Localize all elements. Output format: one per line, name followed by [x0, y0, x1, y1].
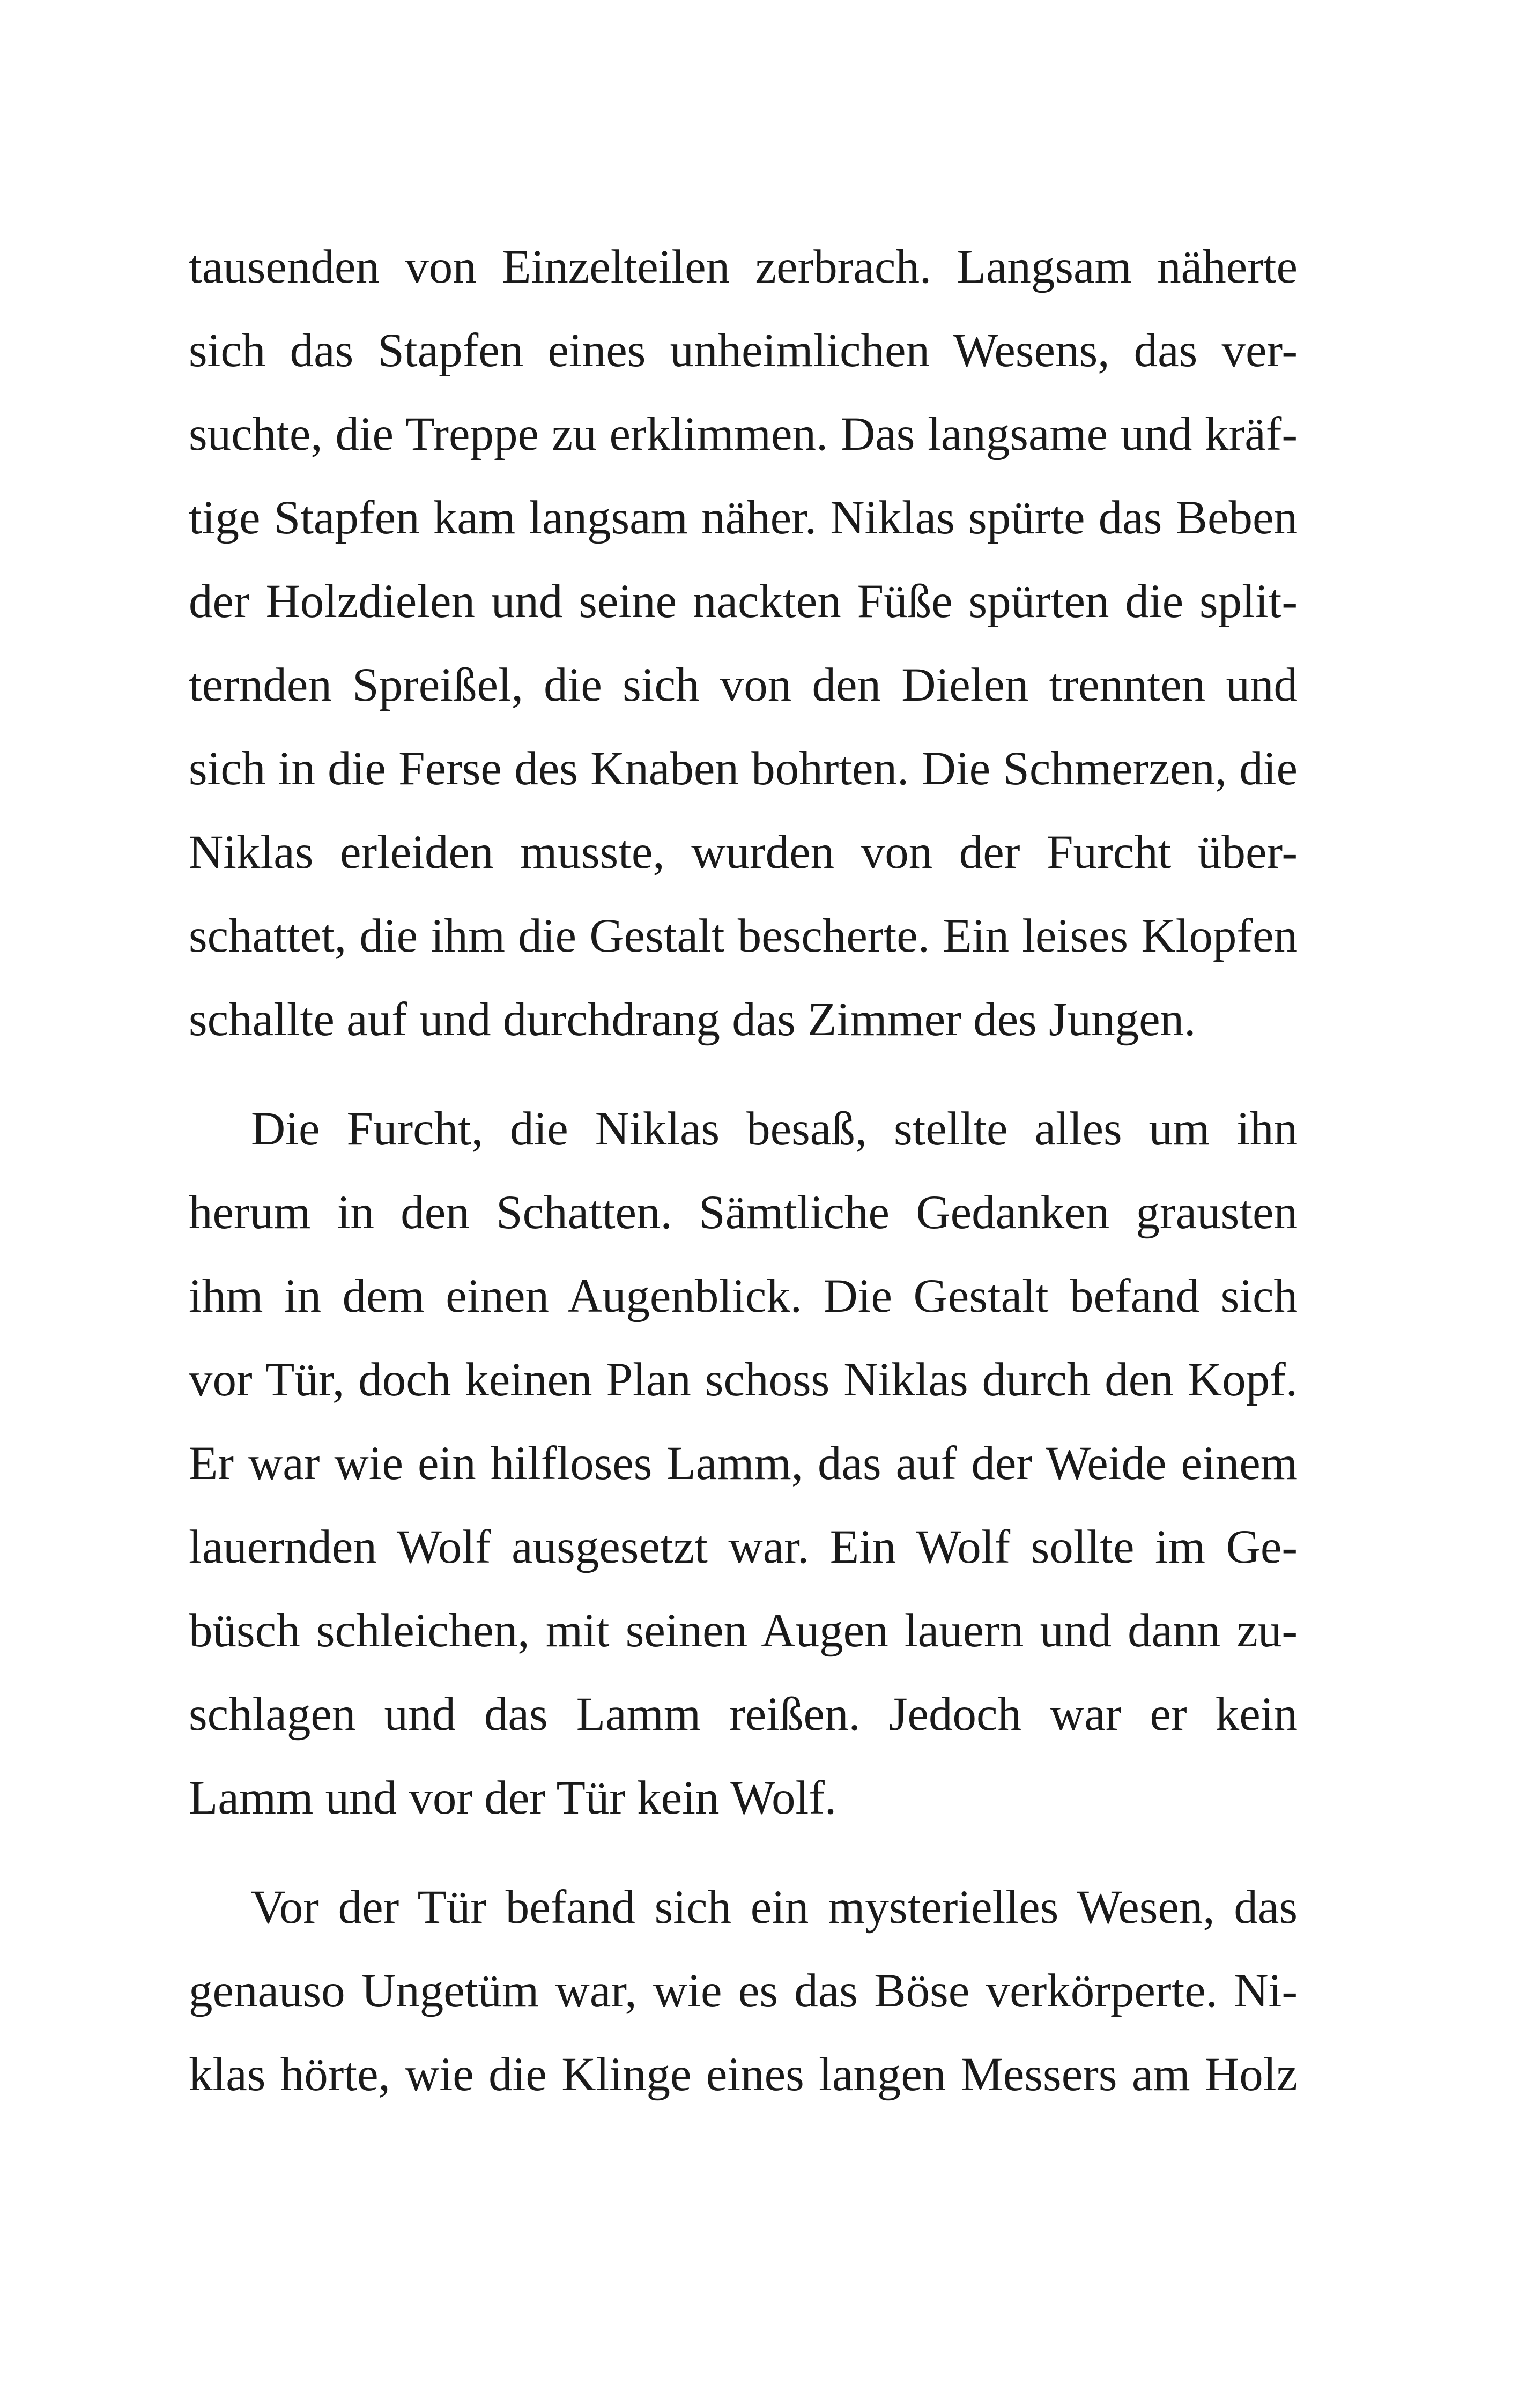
text-line: klas hörte, wie die Klinge eines langen Messers am Holz — [189, 2048, 1298, 2101]
text-line: ihm in dem einen Augenblick. Die Gestalt befand sich — [189, 1270, 1298, 1322]
text-line: schlagen und das Lamm reißen. Jedoch war er kein — [189, 1688, 1298, 1741]
text-line: Niklas erleiden musste, wurden von der Furcht über- — [189, 826, 1298, 879]
paragraph-spacer — [189, 1840, 1298, 1866]
paragraph-1 — [189, 225, 1298, 1061]
text-line: büsch schleichen, mit seinen Augen lauern und dann zu- — [189, 1604, 1298, 1657]
paragraph-spacer — [189, 1061, 1298, 1087]
text-line: herum in den Schatten. Sämtliche Gedanken grausten — [189, 1186, 1298, 1239]
text-line: tausenden von Einzelteilen zerbrach. Langsam näherte — [189, 241, 1298, 293]
text-line: genauso Ungetüm war, wie es das Böse verkörperte. Ni- — [189, 1965, 1298, 2017]
text-line: schattet, die ihm die Gestalt bescherte. Ein leises Klopfen — [189, 910, 1298, 962]
text-line: lauernden Wolf ausgesetzt war. Ein Wolf sollte im Ge- — [189, 1521, 1298, 1573]
text-line: tige Stapfen kam langsam näher. Niklas spürte das Beben — [189, 492, 1298, 544]
text-line: suchte, die Treppe zu erklimmen. Das langsame und kräf- — [189, 408, 1298, 460]
text-line: sich in die Ferse des Knaben bohrten. Die Schmerzen, die — [189, 742, 1298, 795]
body-text — [189, 225, 1298, 2116]
text-line: Lamm und vor der Tür kein Wolf. — [189, 1772, 837, 1824]
text-line: der Holzdielen und seine nackten Füße spürten die split- — [189, 575, 1298, 628]
text-line: ternden Spreißel, die sich von den Dielen trennten und — [189, 659, 1298, 711]
text-line: Er war wie ein hilfloses Lamm, das auf der Weide einem — [189, 1437, 1298, 1490]
text-line: Vor der Tür befand sich ein mysterielles Wesen, das — [251, 1881, 1298, 1934]
text-line: Die Furcht, die Niklas besaß, stellte alles um ihn — [251, 1103, 1298, 1155]
paragraph-2 — [189, 1087, 1298, 1840]
text-line: vor Tür, doch keinen Plan schoss Niklas durch den Kopf. — [189, 1354, 1298, 1406]
text-line: sich das Stapfen eines unheimlichen Wesens, das ver- — [189, 324, 1298, 377]
text-line: schallte auf und durchdrang das Zimmer des Jungen. — [189, 993, 1196, 1046]
paragraph-3 — [189, 1866, 1298, 2116]
